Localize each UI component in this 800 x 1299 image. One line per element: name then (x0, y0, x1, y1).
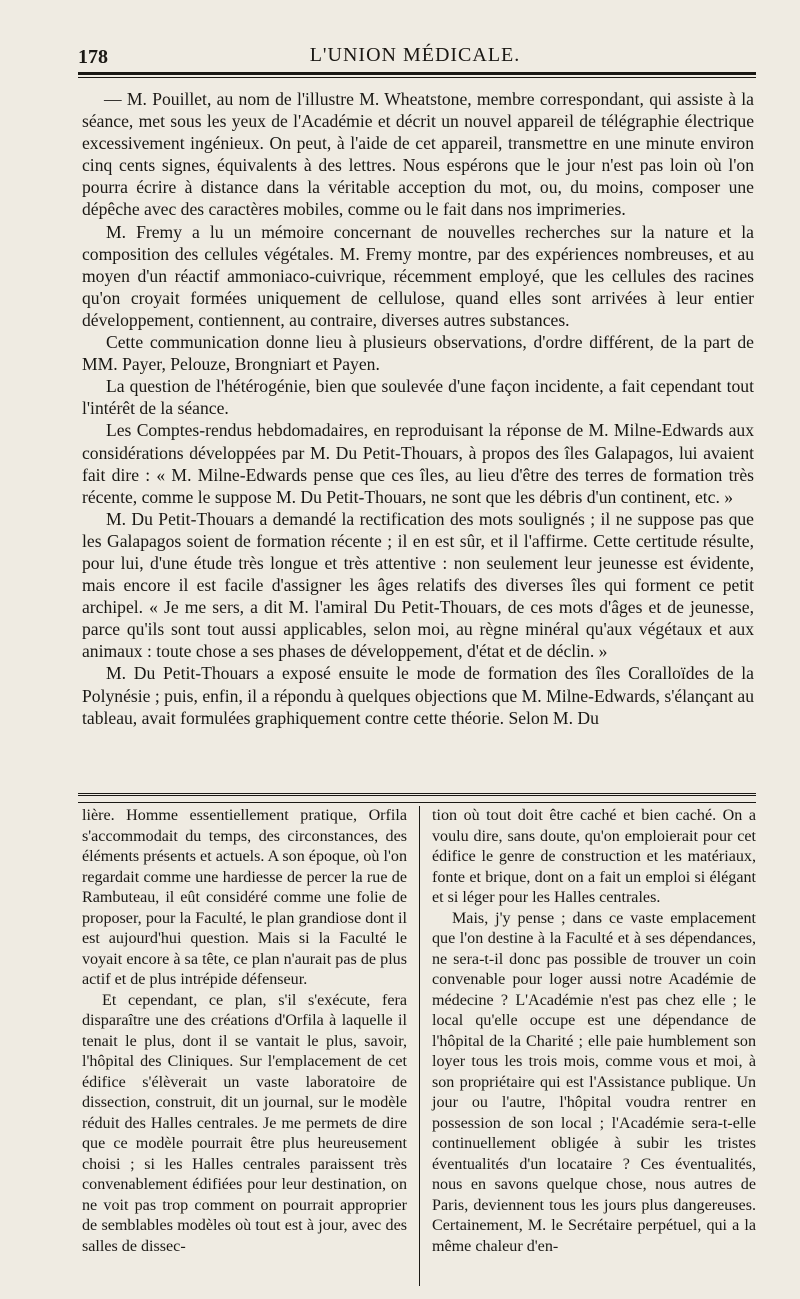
feuilleton-columns (82, 806, 756, 1286)
paragraph-du-petit-thouars-coralloides: M. Du Petit-Thouars a exposé ensuite le mode de formation des îles Coralloïdes de la Polynésie ; puis, enfin, il a répondu à quelques objections que M. Milne-Edwards, s'élançant au tableau, avait formulées graphiquement contre cette théorie. Selon M. Du (82, 663, 754, 728)
right-paragraph-academie: Mais, j'y pense ; dans ce vaste emplacement que l'on destine à la Faculté et à ses dépendances, ne sera-t-il donc pas possible de trouver un coin convenable pour loger aussi notre Académie de médecine ? L'Académie n'est pas chez elle ; le local qu'elle occupe est une dépendance de l'hôpital de la Charité ; elle paie humblement son loyer tous les trois mois, comme vous et moi, à son propriétaire qui est l'Assistance publique. Un jour ou l'autre, l'hôpital voudra rentrer en possession de son local ; l'Académie sera-t-elle continuellement obligée à subir les tristes éventualités d'un locataire ? Ces éventualités, nous en savons quelque chose, nous autres de Paris, deviennent tous les jours plus dangereuses. Certainement, M. le Secrétaire perpétuel, qui a la même chaleur d'en- (432, 909, 756, 1255)
right-paragraph-halles: tion où tout doit être caché et bien caché. On a voulu dire, sans doute, qu'on emploierait pour cet édifice le genre de construction et les matériaux, fonte et brique, dont on a fait un emploi si élégant et si léger pour les Halles centrales. (432, 807, 756, 906)
page-number: 178 (78, 46, 108, 68)
page-header (78, 38, 752, 72)
paragraph-fremy: M. Fremy a lu un mémoire concernant de nouvelles recherches sur la nature et la composition des cellules végétales. M. Fremy montre, par des expériences nombreuses, et au moyen d'un réactif ammoniaco-cuivrique, récemment employé, que les cellules des racines qu'on croyait formées uniquement de cellulose, quand elles sont arrivées à leur entier développement, contiennent, au contraire, diverses autres substances. (82, 221, 754, 330)
paragraph-heterogenie: La question de l'hétérogénie, bien que soulevée d'une façon incidente, a fait cependant tout l'intérêt de la séance. (82, 376, 754, 419)
main-article (82, 88, 754, 729)
paragraph-communication: Cette communication donne lieu à plusieurs observations, d'ordre différent, de la part de MM. Payer, Pelouze, Brongniart et Payen. (82, 332, 754, 375)
left-paragraph-plan: Et cependant, ce plan, s'il s'exécute, fera disparaître une des créations d'Orfila à laquelle il tenait le plus, dont il se vantait le plus, savoir, l'hôpital des Cliniques. Sur l'emplacement de cet édifice s'élèverait un vaste laboratoire de dissection, construit, dit un journal, sur le modèle réduit des Halles centrales. Je me permets de dire que ce modèle pourrait être plus heureusement choisi ; si les Halles centrales paraissent très convenablement édifiées pour leur destination, on ne voit pas trop comment on pourrait approprier de semblables modèles où tout est à jour, avec des salles de dissec- (82, 991, 407, 1255)
feuilleton-right-column (419, 806, 756, 1286)
header-rule (78, 72, 756, 78)
left-paragraph-orfila: lière. Homme essentiellement pratique, Orfila s'accommodait du temps, des circonstances, des éléments présents et actuels. A son époque, où l'on regardait comme une hardiesse de percer la rue de Rambuteau, il eût considéré comme une folie de proposer, pour la Faculté, le plan grandiose dont il est aujourd'hui question. Mais si la Faculté le voyait encore à sa tête, ce plan n'aurait pas de plus actif et de plus intrépide défenseur. (82, 807, 407, 988)
paragraph-du-petit-thouars-rectification: M. Du Petit-Thouars a demandé la rectification des mots soulignés ; il ne suppose pas que les Galapagos soient de formation récente ; il en est sûr, et il l'affirme. Cette certitude résulte, pour lui, d'une étude très longue et très attentive : non seulement leur jeunesse est évidente, mais encore il est facile d'assigner les âges relatifs des diverses îles qui forment ce petit archipel. « Je me sers, a dit M. l'amiral Du Petit-Thouars, de ces mots d'âges et de jeunesse, parce qu'ils sont tout aussi applicables, selon moi, au règne minéral qu'aux végétaux et aux animaux : toute chose a ses phases de développement, d'état et de déclin. » (82, 508, 754, 662)
paragraph-comptes-rendus: Les Comptes-rendus hebdomadaires, en reproduisant la réponse de M. Milne-Edwards aux considérations développées par M. Du Petit-Thouars, à propos des îles Galapagos, lui avaient fait dire : « M. Milne-Edwards pense que ces îles, au lieu d'être des terres de formation très récente, comme le suppose M. Du Petit-Thouars, ne sont que les débris d'un continent, etc. » (82, 420, 754, 507)
running-title: L'UNION MÉDICALE. (309, 44, 521, 66)
paragraph-pouillet: — M. Pouillet, au nom de l'illustre M. Wheatstone, membre correspondant, qui assiste à la séance, met sous les yeux de l'Académie et décrit un nouvel appareil de télégraphie électrique excessivement ingénieux. On peut, à l'aide de cet appareil, transmettre en une minute environ cinq cents signes, équivalents à des lettres. Nous espérons que le jour n'est pas loin où l'on pourra écrire à distance dans la véritable acception du mot, ou, du moins, composer une dépêche avec des caractères mobiles, comme ou le fait dans nos imprimeries. (82, 89, 754, 220)
feuilleton-separator (78, 793, 756, 803)
feuilleton-left-column (82, 806, 419, 1286)
